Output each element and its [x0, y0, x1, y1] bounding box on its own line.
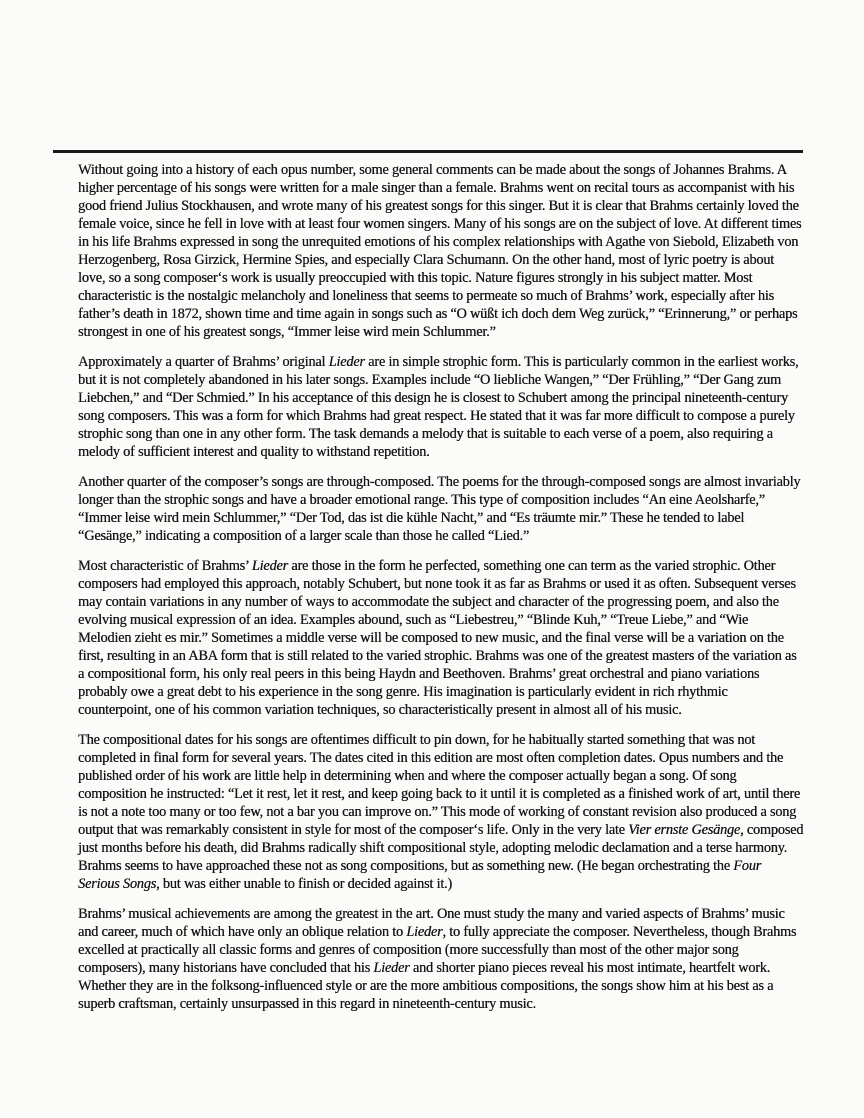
- paragraph: [78, 557, 804, 719]
- italic-text-run: Lieder: [328, 354, 365, 370]
- document-body: [78, 161, 804, 1025]
- paragraph: [78, 161, 804, 341]
- top-rule: [53, 150, 803, 153]
- text-run: and shorter piano pieces reveal his most intimate, heartfelt work. Whether they are in the folksong-influenced style or are the more ambitious compositions, the songs show him at his best as a superb craftsman, certainly unsurpassed in this regard in nineteenth-century music.: [78, 960, 774, 1012]
- text-run: Approximately a quarter of Brahms’ original: [78, 354, 329, 370]
- italic-text-run: Vier ernste Gesänge: [628, 822, 741, 838]
- text-run: are in simple strophic form. This is particularly common in the earliest works, but it is not completely abandoned in his later songs. Examples include “O liebliche Wangen,” “Der Frühling,” “Der Gang zum Liebchen,” and “Der Schmied.” In his acceptance of this design he is closest to Schubert among the principal nineteenth-century song composers. This was a form for which Brahms had great respect. He stated that it was far more difficult to compose a purely strophic song than one in any other form. The task demands a melody that is suitable to each verse of a poem, also requiring a melody of sufficient interest and quality to withstand repetition.: [78, 354, 799, 460]
- paragraph: [78, 905, 804, 1013]
- paragraph: [78, 731, 804, 893]
- text-run: , composed just months before his death, did Brahms radically shift compositional style, adopting melodic declamation and a terse harmony. Brahms seems to have approached these not as song compositions, but as something new. (He began orchestrating the: [78, 822, 804, 874]
- italic-text-run: Four Serious Songs: [78, 858, 762, 892]
- text-run: The compositional dates for his songs are oftentimes difficult to pin down, for he habitually started something that was not completed in final form for several years. The dates cited in this edition are most often completion dates. Opus numbers and the published order of his work are little help in determining when and where the composer actually began a song. Of song composition he instructed: “Let it rest, let it rest, and keep going back to it until it is completed as a finished work of art, until there is not a note too many or too few, not a bar you can improve on.” This mode of working of constant revision also produced a song output that was remarkably consistent in style for most of the composer‘s life. Only in the very late: [78, 732, 801, 838]
- text-run: , to fully appreciate the composer. Nevertheless, though Brahms excelled at practically all classic forms and genres of composition (more successfully than most of the other major song composers), many historians have concluded that his: [78, 924, 797, 976]
- text-run: are those in the form he perfected, something one can term as the varied strophic. Other composers had employed this approach, notably Schubert, but none took it as far as Brahms or used it as often. Subsequent verses may contain variations in any number of ways to accommodate the subject and character of the progressing poem, and also the evolving musical expression of an idea. Examples abound, such as “Liebestreu,” “Blinde Kuh,” “Treue Liebe,” and “Wie Melodien zieht es mir.” Sometimes a middle verse will be composed to new music, and the final verse will be a variation on the first, resulting in an ABA form that is still related to the varied strophic. Brahms was one of the greatest masters of the variation as a compositional form, his only real peers in this being Haydn and Beethoven. Brahms’ great orchestral and piano variations probably owe a great debt to his experience in the song genre. His imagination is particularly evident in rich rhythmic counterpoint, one of his common variation techniques, so characteristically present in almost all of his music.: [78, 558, 797, 718]
- italic-text-run: Lieder: [406, 924, 443, 940]
- paragraph: [78, 473, 804, 545]
- text-run: , but was either unable to finish or decided against it.): [156, 876, 452, 892]
- italic-text-run: Lieder: [373, 960, 410, 976]
- italic-text-run: Lieder: [251, 558, 288, 574]
- text-run: Another quarter of the composer’s songs are through-composed. The poems for the through-composed songs are almost invariably longer than the strophic songs and have a broader emotional range. This type of composition includes “An eine Aeolsharfe,” “Immer leise wird mein Schlummer,” “Der Tod, das ist die kühle Nacht,” and “Es träumte mir.” These he tended to label “Gesänge,” indicating a composition of a larger scale than those he called “Lied.”: [78, 474, 801, 544]
- text-run: Without going into a history of each opus number, some general comments can be made about the songs of Johannes Brahms. A higher percentage of his songs were written for a male singer than a female. Brahms went on recital tours as accompanist with his good friend Julius Stockhausen, and wrote many of his greatest songs for this singer. But it is clear that Brahms certainly loved the female voice, since he fell in love with at least four women singers. Many of his songs are on the subject of love. At different times in his life Brahms expressed in song the unrequited emotions of his complex relationships with Agathe von Siebold, Elizabeth von Herzogenberg, Rosa Girzick, Hermine Spies, and especially Clara Schumann. On the other hand, most of lyric poetry is about love, so a song composer‘s work is usually preoccupied with this topic. Nature figures strongly in his subject matter. Most characteristic is the nostalgic melancholy and loneliness that seems to permeate so much of Brahms’ work, especially after his father’s death in 1872, shown time and time again in songs such as “O wüßt ich doch dem Weg zurück,” “Erinnerung,” or perhaps strongest in one of his greatest songs, “Immer leise wird mein Schlummer.”: [78, 162, 802, 340]
- text-run: Brahms’ musical achievements are among the greatest in the art. One must study the many and varied aspects of Brahms’ music and career, much of which have only an oblique relation to: [78, 906, 785, 940]
- paragraph: [78, 353, 804, 461]
- text-run: Most characteristic of Brahms’: [78, 558, 252, 574]
